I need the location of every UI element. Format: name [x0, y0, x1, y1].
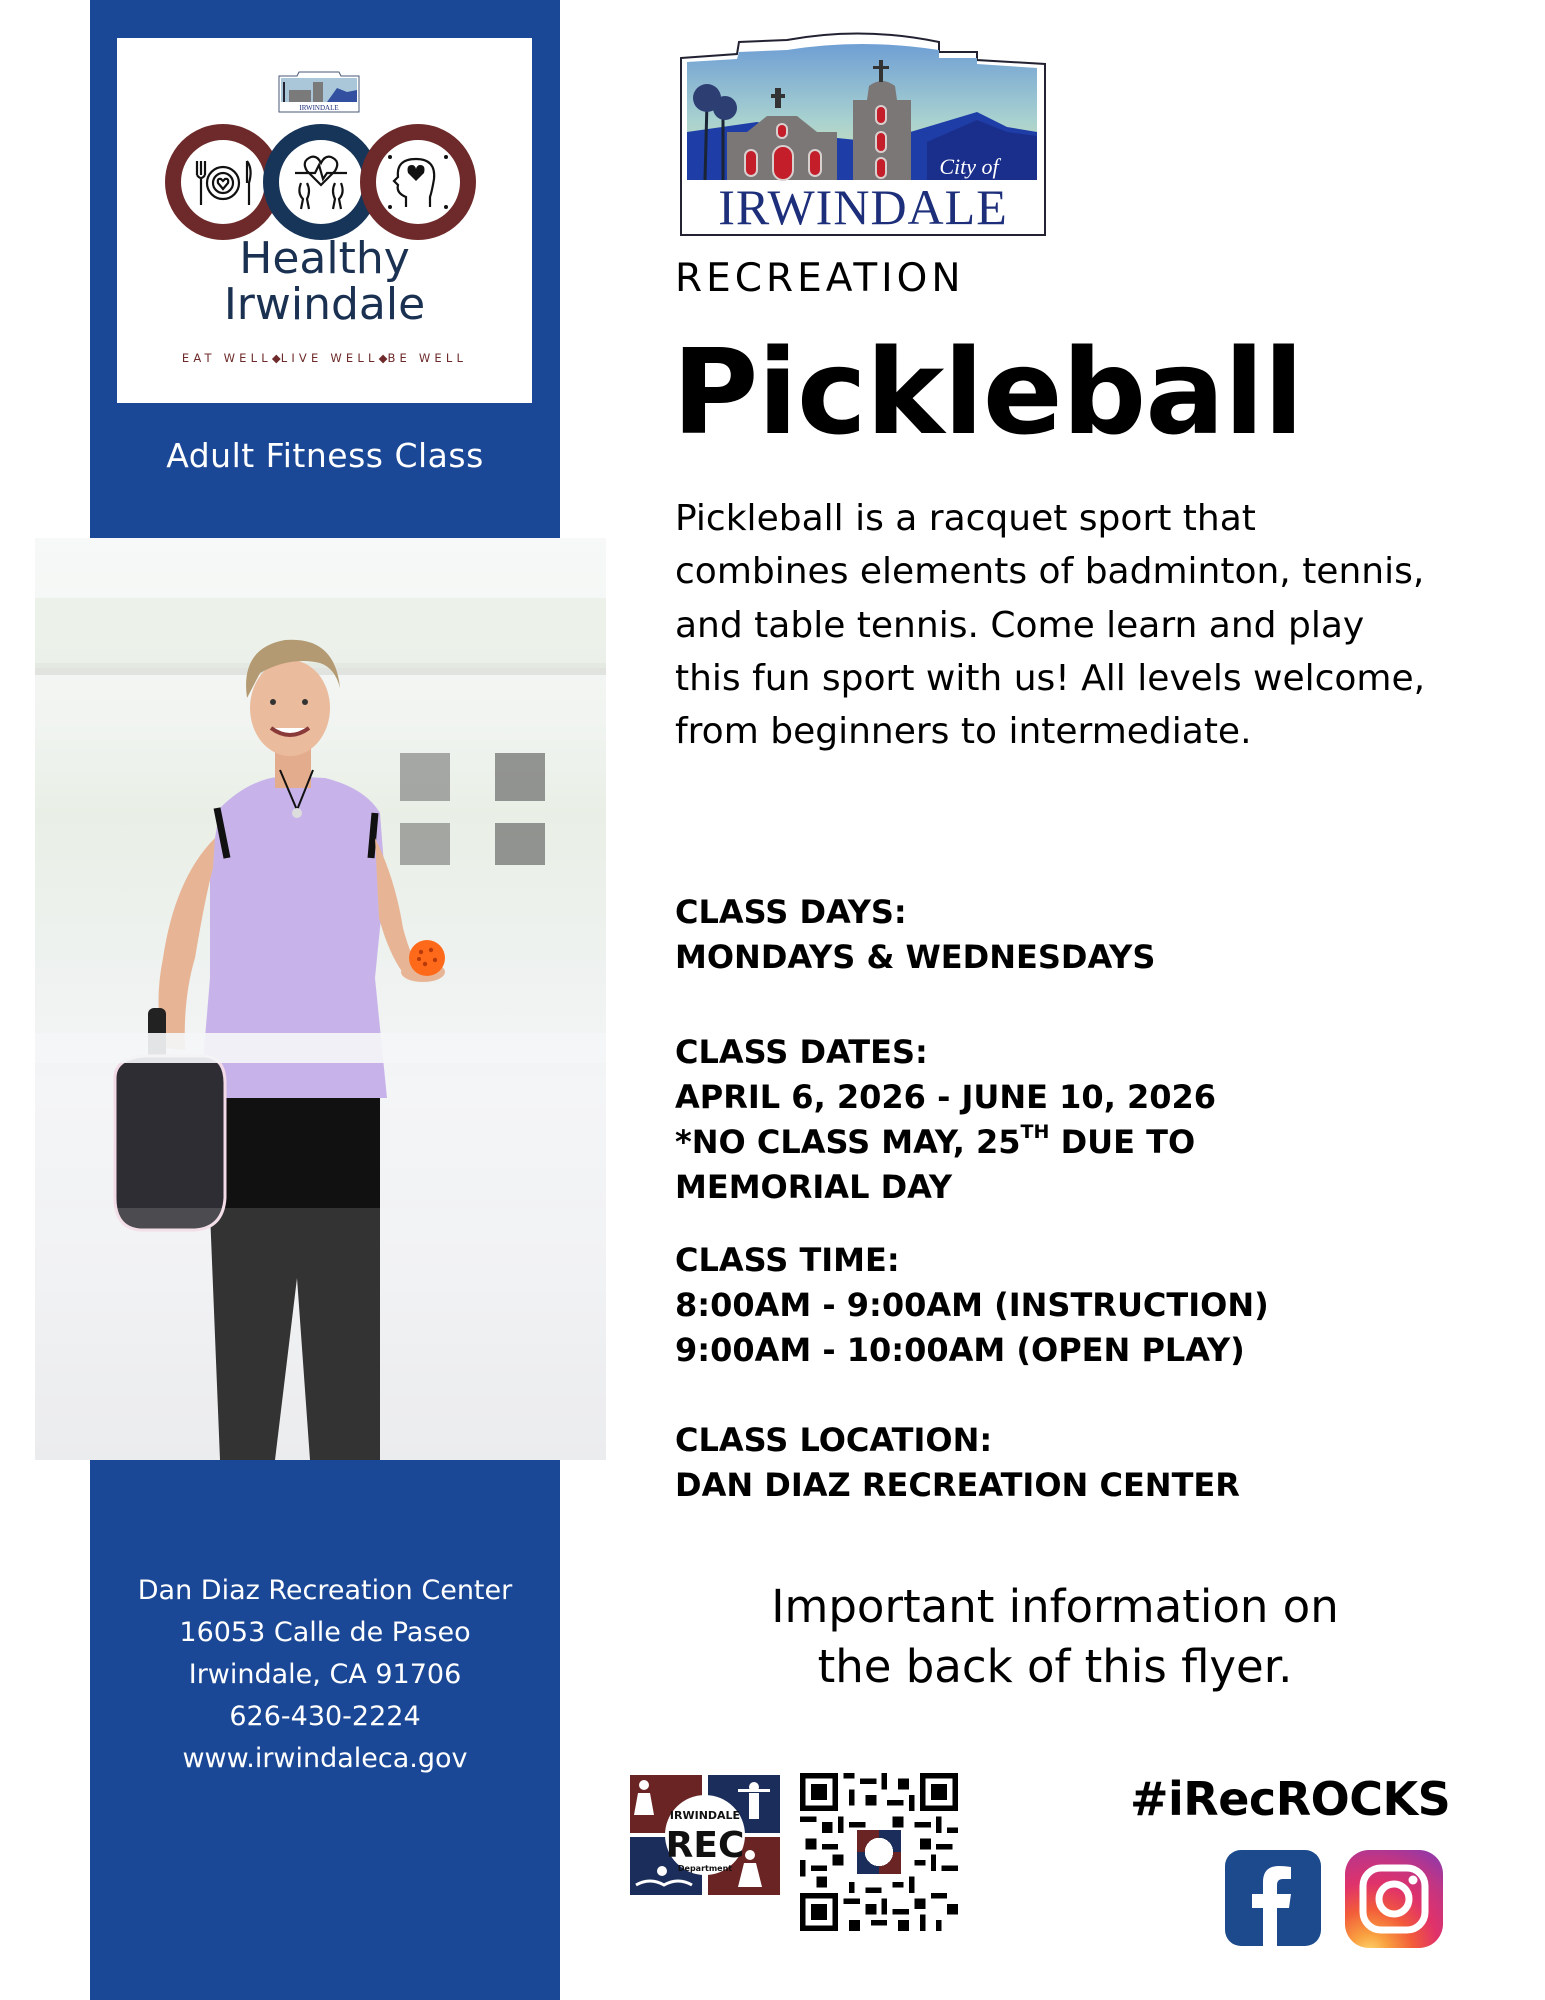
city-state-zip: Irwindale, CA 91706 [188, 1659, 462, 1690]
title-line-1: Healthy [239, 233, 410, 284]
svg-text:City of: City of [939, 154, 999, 179]
note-prefix: *NO CLASS MAY, 25 [675, 1123, 1021, 1161]
hashtag: #iRecROCKS [1130, 1772, 1451, 1826]
diamond-icon: ◆ [271, 351, 281, 365]
phone-number[interactable]: 626-430-2224 [229, 1701, 421, 1732]
no-class-note-line2: MEMORIAL DAY [675, 1168, 953, 1206]
healthy-irwindale-logo [117, 38, 532, 403]
description: Pickleball is a racquet sport that combines elements of badminton, tennis, and table tennis. Come learn and play this fun sport with us! All levels welcome, from beginners to intermediate. [675, 498, 1426, 753]
note-suffix: DUE TO [1049, 1123, 1196, 1161]
class-dates [675, 1030, 1216, 1210]
be-well-ring [360, 124, 476, 240]
instagram-camera-glyph-icon [1345, 1850, 1443, 1948]
svg-text:REC: REC [665, 1825, 745, 1866]
plate-fork-knife-icon [191, 155, 255, 209]
notice-line-1: Important information on [771, 1580, 1339, 1633]
mini-city-logo-icon [277, 70, 361, 114]
venue-name: Dan Diaz Recreation Center [137, 1575, 513, 1606]
tagline [117, 351, 532, 365]
tagline-live-well: LIVE WELL [280, 351, 379, 365]
time-slot-instruction: 8:00AM - 9:00AM (INSTRUCTION) [675, 1286, 1269, 1324]
website-link[interactable]: www.irwindaleca.gov [182, 1743, 468, 1774]
notice-line-2: the back of this flyer. [817, 1640, 1293, 1693]
street-address: 16053 Calle de Paseo [179, 1617, 471, 1648]
svg-text:IRWINDALE: IRWINDALE [299, 104, 339, 112]
no-class-note [675, 1120, 1216, 1165]
instagram-icon[interactable] [1345, 1850, 1443, 1948]
class-days [675, 890, 1155, 980]
tagline-be-well: BE WELL [387, 351, 468, 365]
back-of-flyer-notice [640, 1577, 1470, 1697]
department-label: RECREATION [675, 256, 965, 301]
tagline-eat-well: EAT WELL [181, 351, 272, 365]
contact-panel [90, 1460, 560, 2000]
class-days-label: CLASS DAYS: [675, 893, 907, 931]
class-location-label: CLASS LOCATION: [675, 1421, 993, 1459]
contact-info [90, 1570, 560, 1780]
class-time [675, 1238, 1269, 1373]
heartbeat-hands-icon [289, 153, 353, 211]
note-ordinal: TH [1020, 1121, 1050, 1143]
diamond-icon: ◆ [378, 351, 388, 365]
svg-text:IRWINDALE: IRWINDALE [718, 179, 1008, 235]
svg-text:IRWINDALE: IRWINDALE [669, 1809, 741, 1822]
facebook-f-glyph-icon [1225, 1850, 1321, 1946]
healthy-irwindale-title [117, 233, 532, 330]
class-category: Adult Fitness Class [166, 436, 484, 475]
class-dates-label: CLASS DATES: [675, 1033, 928, 1071]
class-time-label: CLASS TIME: [675, 1241, 900, 1279]
title-line-2: Irwindale [223, 279, 426, 330]
class-location [675, 1418, 1240, 1508]
time-slot-open-play: 9:00AM - 10:00AM (OPEN PLAY) [675, 1331, 1245, 1369]
pickleball-player-photo [35, 538, 606, 1460]
page-title: Pickleball [672, 323, 1303, 461]
qr-code-icon[interactable] [800, 1773, 958, 1931]
facebook-icon[interactable] [1225, 1850, 1321, 1946]
healthy-irwindale-panel [90, 0, 560, 538]
city-of-irwindale-logo [677, 32, 1049, 237]
class-location-value: DAN DIAZ RECREATION CENTER [675, 1466, 1240, 1504]
player-illustration-icon [35, 538, 606, 1460]
class-dates-value: APRIL 6, 2026 - JUNE 10, 2026 [675, 1078, 1217, 1116]
class-days-value: MONDAYS & WEDNESDAYS [675, 938, 1156, 976]
irwindale-rec-department-logo [630, 1775, 780, 1895]
svg-text:Department: Department [677, 1864, 733, 1873]
head-mind-icon [386, 153, 450, 211]
